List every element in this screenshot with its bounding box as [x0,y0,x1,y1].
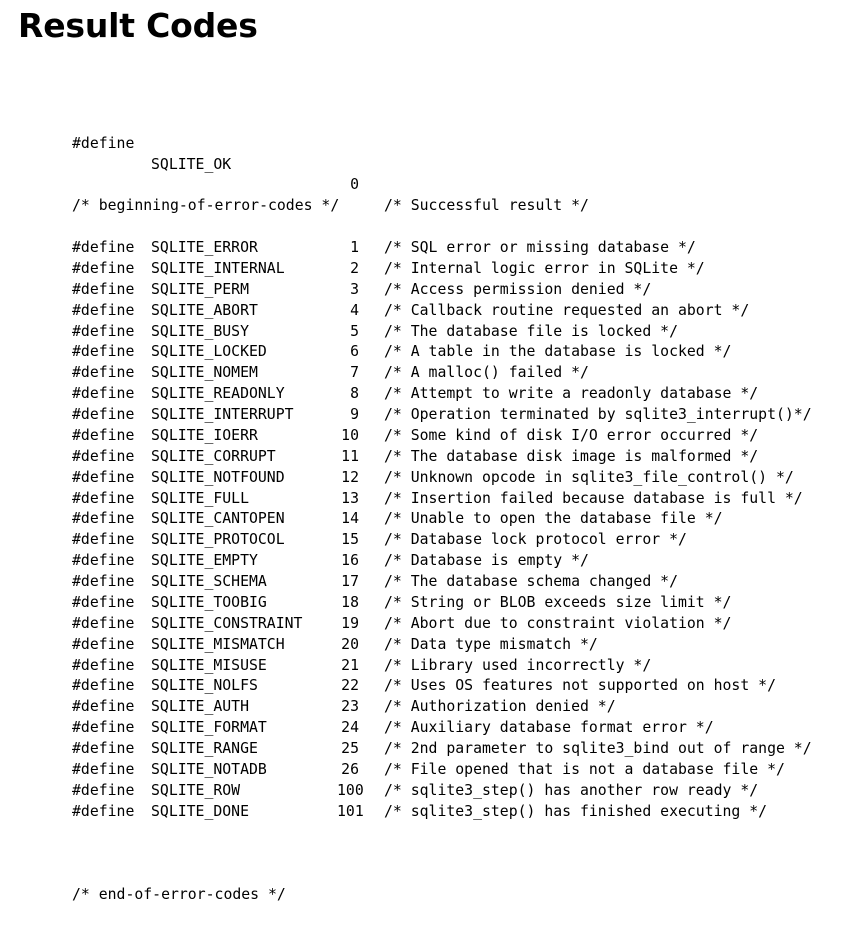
code-comment: /* The database disk image is malformed */ [384,447,759,465]
code-value: 5 [350,322,359,340]
code-comment: /* Access permission denied */ [384,280,652,298]
code-name: SQLITE_INTERRUPT [151,406,294,423]
end-comment-line [72,864,286,904]
code-line [72,509,723,530]
code-name: SQLITE_FORMAT [151,719,267,737]
code-comment: /* Internal logic error in SQLite */ [384,259,705,277]
code-line [72,802,768,823]
define-keyword: #define [72,656,135,674]
code-value: 13 [341,489,359,507]
code-line [72,259,705,280]
code-line [72,676,776,697]
code-comment: /* A table in the database is locked */ [384,343,732,361]
code-line [72,718,714,739]
code-line [72,489,803,510]
begin-comment-line [72,175,340,215]
code-comment: /* Some kind of disk I/O error occurred */ [384,426,759,444]
code-name: SQLITE_INTERNAL [151,259,285,277]
code-value: 6 [350,343,359,361]
code-value: 0 [350,176,359,194]
code-value: 14 [341,510,359,528]
code-line [72,322,678,343]
code-line [72,760,785,781]
code-comment: /* Abort due to constraint violation */ [384,614,732,632]
define-keyword: #define [72,719,135,737]
code-comment: /* Attempt to write a readonly database */ [384,385,759,403]
code-comment: /* Data type mismatch */ [384,635,598,653]
code-name: SQLITE_ROW [151,781,241,799]
code-value: 25 [341,740,359,757]
code-value: 100 [337,781,364,799]
page-title: Result Codes [18,6,258,45]
code-name: SQLITE_OK [151,155,232,173]
code-comment: /* sqlite3_step() has another row ready */ [384,781,759,799]
code-comment: /* SQL error or missing database */ [384,239,696,256]
code-line [72,697,616,718]
code-line [72,572,678,593]
code-line [72,363,589,384]
define-keyword: #define [72,573,135,590]
code-value: 26 [341,760,359,778]
code-line [72,551,589,572]
code-name: SQLITE_MISMATCH [151,635,285,653]
code-line [72,468,794,489]
code-comment: /* The database schema changed */ [384,573,678,590]
define-keyword: #define [72,635,135,653]
code-name: SQLITE_DONE [151,802,249,820]
code-block [72,71,812,906]
define-keyword: #define [72,781,135,799]
code-comment: /* Database lock protocol error */ [384,531,687,549]
code-value: 1 [350,239,359,256]
code-value: 4 [350,301,359,319]
define-keyword: #define [72,364,135,382]
code-comment: /* String or BLOB exceeds size limit */ [384,593,732,611]
code-value: 23 [341,698,359,716]
define-keyword: #define [72,510,135,528]
begin-comment: /* beginning-of-error-codes */ [72,197,340,215]
code-comment: /* Callback routine requested an abort */ [384,301,750,319]
define-keyword: #define [72,322,135,340]
define-keyword: #define [72,385,135,403]
code-name: SQLITE_SCHEMA [151,573,267,590]
code-value: 24 [341,719,359,737]
code-name: SQLITE_NOTFOUND [151,468,285,486]
code-value: 8 [350,385,359,403]
code-comment: /* sqlite3_step() has finished executing */ [384,802,768,820]
define-keyword: #define [72,740,135,757]
error-code-list [72,238,812,823]
code-name: SQLITE_CONSTRAINT [151,614,303,632]
define-keyword: #define [72,134,135,152]
code-line [72,426,759,447]
code-line [72,384,759,405]
code-value: 7 [350,364,359,382]
code-line [72,593,732,614]
code-value: 10 [341,426,359,444]
code-value: 20 [341,635,359,653]
define-keyword: #define [72,531,135,549]
code-comment: /* Operation terminated by sqlite3_interrupt()*/ [384,406,812,423]
end-comment: /* end-of-error-codes */ [72,886,286,904]
code-name: SQLITE_MISUSE [151,656,267,674]
code-comment: /* Uses OS features not supported on host */ [384,677,776,695]
define-keyword: #define [72,447,135,465]
code-name: SQLITE_EMPTY [151,552,258,570]
code-value: 101 [337,802,364,820]
code-name: SQLITE_NOMEM [151,364,258,382]
code-value: 3 [350,280,359,298]
code-line [72,656,652,677]
code-value: 2 [350,259,359,277]
define-keyword: #define [72,406,135,423]
code-comment: /* File opened that is not a database file */ [384,760,785,778]
code-comment: /* Unknown opcode in sqlite3_file_control() */ [384,468,794,486]
code-line [72,342,732,363]
code-name: SQLITE_CANTOPEN [151,510,285,528]
define-keyword: #define [72,280,135,298]
code-name: SQLITE_READONLY [151,385,285,403]
define-keyword: #define [72,614,135,632]
code-name: SQLITE_IOERR [151,426,258,444]
code-name: SQLITE_PERM [151,280,249,298]
define-keyword: #define [72,259,135,277]
code-line [72,635,598,656]
code-name: SQLITE_ERROR [151,239,258,256]
code-line [72,781,759,802]
define-keyword: #define [72,677,135,695]
code-value: 18 [341,593,359,611]
define-keyword: #define [72,698,135,716]
define-keyword: #define [72,468,135,486]
define-keyword: #define [72,552,135,570]
code-name: SQLITE_TOOBIG [151,593,267,611]
code-comment: /* Unable to open the database file */ [384,510,723,528]
define-keyword: #define [72,239,135,256]
code-name: SQLITE_NOLFS [151,677,258,695]
code-name: SQLITE_PROTOCOL [151,531,285,549]
code-name: SQLITE_NOTADB [151,760,267,778]
code-comment: /* Library used incorrectly */ [384,656,652,674]
code-comment: /* Authorization denied */ [384,698,616,716]
code-comment: /* Insertion failed because database is full */ [384,489,803,507]
code-line [72,280,652,301]
define-keyword: #define [72,343,135,361]
define-keyword: #define [72,301,135,319]
code-line [72,530,687,551]
code-value: 11 [341,447,359,465]
code-comment: /* Database is empty */ [384,552,589,570]
code-comment: /* Auxiliary database format error */ [384,719,714,737]
code-name: SQLITE_LOCKED [151,343,267,361]
code-line [72,614,732,635]
code-line [72,405,812,426]
code-value: 17 [341,573,359,590]
code-value: 9 [350,406,359,423]
code-line [72,447,759,468]
code-comment: /* 2nd parameter to sqlite3_bind out of range */ [384,740,812,757]
define-keyword: #define [72,593,135,611]
define-keyword: #define [72,760,135,778]
code-value: 16 [341,552,359,570]
code-comment: /* The database file is locked */ [384,322,678,340]
code-value: 19 [341,614,359,632]
define-keyword: #define [72,426,135,444]
code-comment: /* Successful result */ [384,197,589,215]
code-line [72,301,750,322]
code-name: SQLITE_FULL [151,489,249,507]
code-value: 21 [341,656,359,674]
define-keyword: #define [72,802,135,820]
code-value: 15 [341,531,359,549]
code-value: 12 [341,468,359,486]
code-name: SQLITE_RANGE [151,740,258,757]
code-comment: /* A malloc() failed */ [384,364,589,382]
code-value: 22 [341,677,359,695]
code-name: SQLITE_BUSY [151,322,249,340]
code-name: SQLITE_ABORT [151,301,258,319]
define-keyword: #define [72,489,135,507]
code-line [72,739,812,760]
code-name: SQLITE_CORRUPT [151,447,276,465]
code-name: SQLITE_AUTH [151,698,249,716]
code-line [72,238,696,259]
